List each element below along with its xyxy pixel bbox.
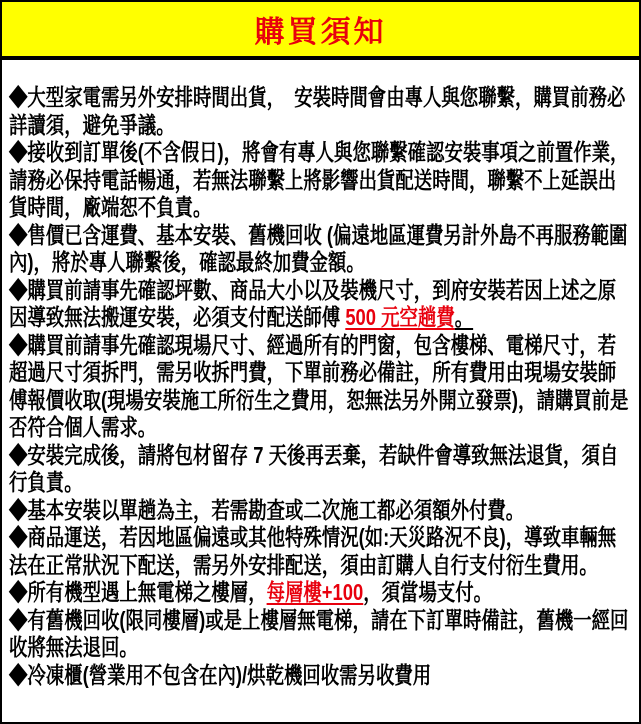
notice-list (9, 84, 633, 689)
bullet-diamond-icon: ◆ (9, 276, 28, 303)
bullet-diamond-icon: ◆ (9, 84, 28, 110)
notice-text: 商品運送，若因地區偏遠或其他特殊情況(如:天災路況不良)，導致車輛無法在正常狀況下配送，需另外安排配送，須由訂購人自行支付衍生費用。 (9, 524, 617, 578)
notice-text: ，須當場支付。 (363, 579, 493, 605)
notice-item (9, 442, 633, 497)
notice-item (9, 497, 633, 525)
notice-text: 售價已含運費、基本安裝、舊機回收 (偏遠地區運費另計外島不再服務範圍內)，將於專人聯繫後，確認最終加費金額。 (9, 221, 628, 275)
bullet-diamond-icon: ◆ (9, 441, 28, 468)
notice-item (9, 277, 633, 332)
bullet-diamond-icon: ◆ (9, 524, 28, 550)
notice-item (9, 524, 633, 579)
notice-text: 冷凍櫃(營業用不包含在內)/烘乾機回收需另收費用 (27, 661, 432, 688)
notice-item (9, 607, 633, 662)
notice-text: 有舊機回收(限同樓層)或是上樓層無電梯，請在下訂單時備註，舊機一經回收將無法退回。 (9, 606, 629, 660)
notice-text: 安裝完成後，請將包材留存 7 天後再丟棄，若缺件會導致無法退貨，須自行負責。 (9, 441, 619, 495)
notice-content (2, 60, 639, 689)
bullet-diamond-icon: ◆ (9, 139, 28, 165)
notice-item (9, 579, 633, 607)
notice-text: 購買前請事先確認現場尺寸、經過所有的門窗，包含樓梯、電梯尺寸，若超過尺寸須拆門，需另收拆門費，下單前務必備註，所有費用由現場安裝師傅報價收取(現場安裝施工所衍生之費用，恕無法另外開立發票)，請購買前是否符合個人需求。 (9, 331, 629, 440)
page-title: 購買須知 (254, 16, 387, 49)
bullet-diamond-icon: ◆ (9, 496, 28, 523)
notice-header-banner (2, 2, 639, 60)
notice-item (9, 84, 633, 139)
notice-item (9, 139, 633, 222)
bullet-diamond-icon: ◆ (9, 221, 28, 248)
notice-text: 基本安裝以單趟為主，若需勘查或二次施工都必須額外付費。 (27, 496, 525, 523)
bullet-diamond-icon: ◆ (9, 606, 28, 633)
notice-text: 所有機型遇上無電梯之樓層， (27, 579, 267, 605)
notice-highlight-text: 500 元空趟費 (345, 304, 455, 330)
bullet-diamond-icon: ◆ (9, 661, 28, 688)
notice-item (9, 662, 633, 690)
bullet-diamond-icon: ◆ (9, 331, 28, 358)
bullet-diamond-icon: ◆ (9, 579, 28, 605)
notice-text: 接收到訂單後(不含假日)，將會有專人與您聯繫確認安裝事項之前置作業，請務必保持電話暢通，若無法聯繫上將影響出貨配送時間，聯繫不上延誤出貨時間，廠端恕不負責。 (9, 139, 629, 220)
notice-item (9, 332, 633, 442)
notice-item (9, 222, 633, 277)
notice-highlight-text: 。 (454, 304, 474, 330)
notice-text: 大型家電需另外安排時間出貨， 安裝時間會由專人與您聯繫，購買前務必詳讀須，避免爭議。 (9, 84, 626, 138)
notice-text: 購買前請事先確認坪數、商品大小以及裝機尺寸，到府安裝若因上述之原因導致無法搬運安裝，必須支付配送師傅 (9, 276, 617, 330)
notice-highlight-text: 每層樓+100 (266, 579, 364, 605)
